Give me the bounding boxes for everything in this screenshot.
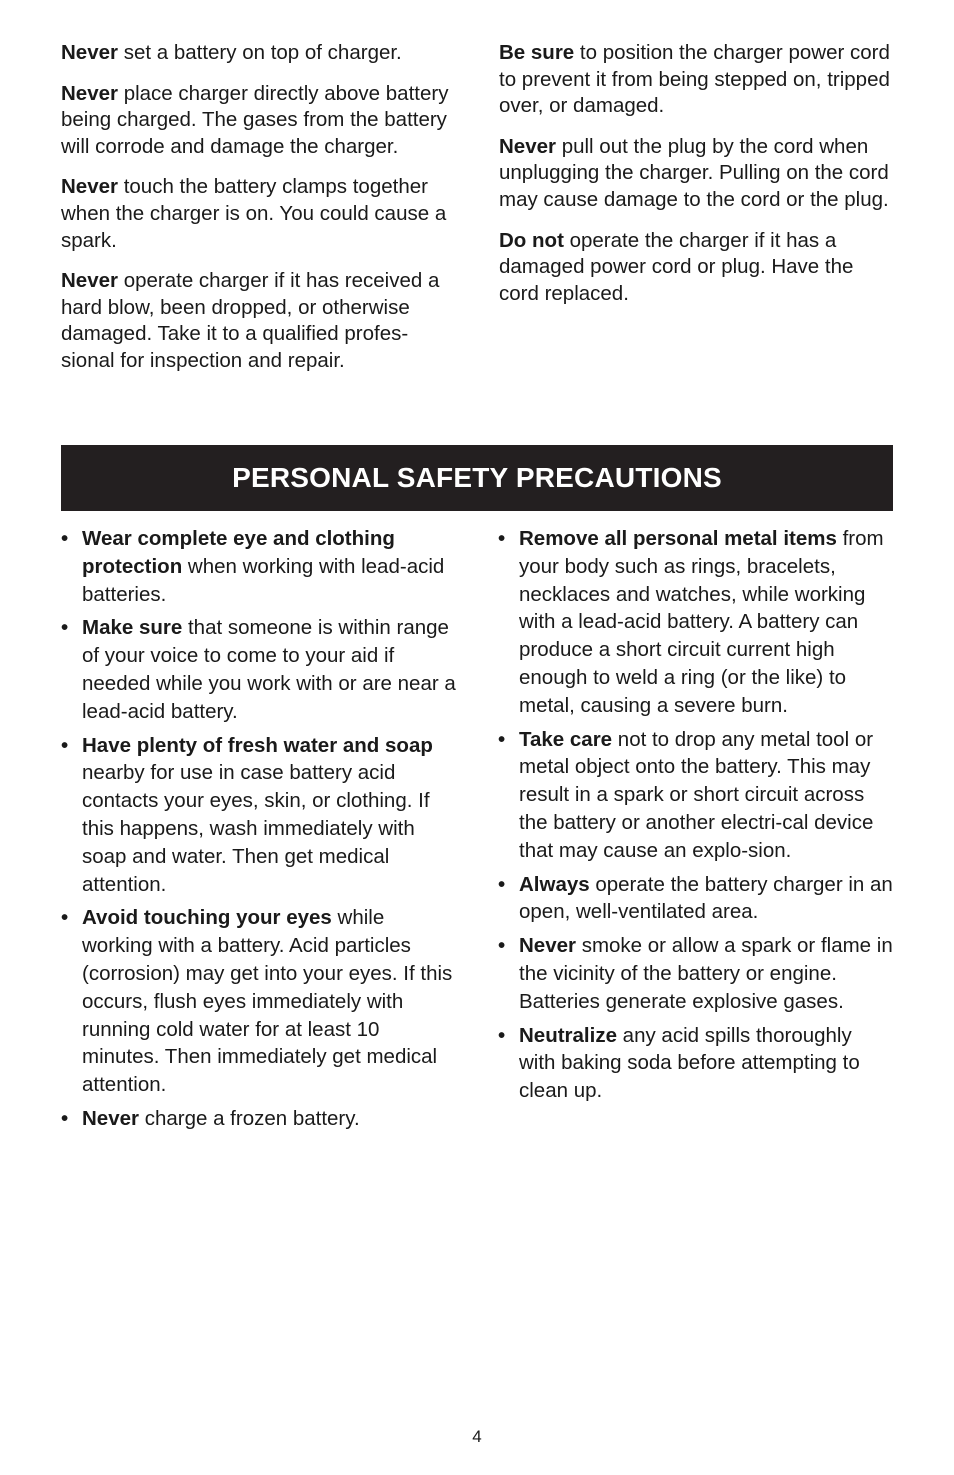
page-number: 4: [472, 1427, 482, 1446]
personal-safety-list: [61, 525, 893, 1139]
personal-safety-left-column: [61, 525, 456, 1139]
bullet-icon: •: [498, 727, 506, 751]
bullet-icon: •: [61, 1106, 69, 1130]
bullet-icon: •: [498, 527, 506, 550]
list-item: • Remove all personal metal items from your body such as rings, bracelets, necklaces and watches, while working with a lead-acid battery. A battery can produce a short circuit current high enough to weld a ring (or the like) to metal, causing a severe burn.: [498, 527, 884, 717]
list-item: • Avoid touching your eyes while working with a battery. Acid particles (corrosion) may get into your eyes. If this occurs, flush eyes immediately with running cold water for at least 10 minutes. Then immediately get medical attention.: [61, 906, 453, 1097]
list-item: • Never smoke or allow a spark or flame in the vicinity of the battery or engine. Batteries generate explosive gases.: [498, 934, 893, 1013]
paragraph: Never operate charger if it has received a hard blow, been dropped, or otherwise damaged. Take it to a qualified profes-sional for inspection and repair.: [61, 269, 440, 372]
bullet-icon: •: [498, 934, 506, 958]
paragraph: Never set a battery on top of charger.: [61, 41, 402, 64]
list-item: • Wear complete eye and clothing protection when working with lead-acid batteries.: [61, 527, 445, 606]
paragraph: Never place charger directly above battery being charged. The gases from the battery will corrode and damage the charger.: [61, 81, 449, 158]
section-title-banner: PERSONAL SAFETY PRECAUTIONS: [61, 445, 893, 511]
bullet-icon: •: [61, 733, 69, 757]
personal-safety-right-column: [498, 525, 893, 1139]
bullet-icon: •: [61, 906, 69, 930]
list-item: • Have plenty of fresh water and soap nearby for use in case battery acid contacts your eyes, skin, or clothing. If this happens, wash immediately with soap and water. Then get medical attention.: [61, 733, 433, 896]
list-item: • Always operate the battery charger in an open, well-ventilated area.: [498, 872, 893, 924]
paragraph: Never pull out the plug by the cord when unplugging the charger. Pulling on the cord may cause damage to the cord or the plug.: [499, 134, 889, 211]
general-precautions: [61, 40, 893, 389]
paragraph: Never touch the battery clamps together when the charger is on. You could cause a spark.: [61, 175, 447, 252]
general-precautions-left-column: [61, 40, 461, 389]
bullet-icon: •: [61, 527, 69, 550]
paragraph: Be sure to position the charger power cord to prevent it from being stepped on, tripped over, or damaged.: [499, 41, 890, 118]
paragraph: Do not operate the charger if it has a damaged power cord or plug. Have the cord replaced.: [499, 228, 854, 305]
general-precautions-right-column: [499, 40, 893, 389]
list-item: • Make sure that someone is within range of your voice to come to your aid if needed while you work with or are near a lead-acid battery.: [61, 616, 456, 723]
bullet-icon: •: [61, 616, 69, 640]
list-item: • Take care not to drop any metal tool or metal object onto the battery. This may result in a spark or short circuit across the battery or another electri-cal device that may cause an explo-sion.: [498, 727, 874, 862]
list-item: • Neutralize any acid spills thoroughly with baking soda before attempting to clean up.: [498, 1023, 860, 1103]
bullet-icon: •: [498, 1023, 506, 1047]
bullet-icon: •: [498, 872, 506, 896]
list-item: • Never charge a frozen battery.: [61, 1105, 456, 1133]
